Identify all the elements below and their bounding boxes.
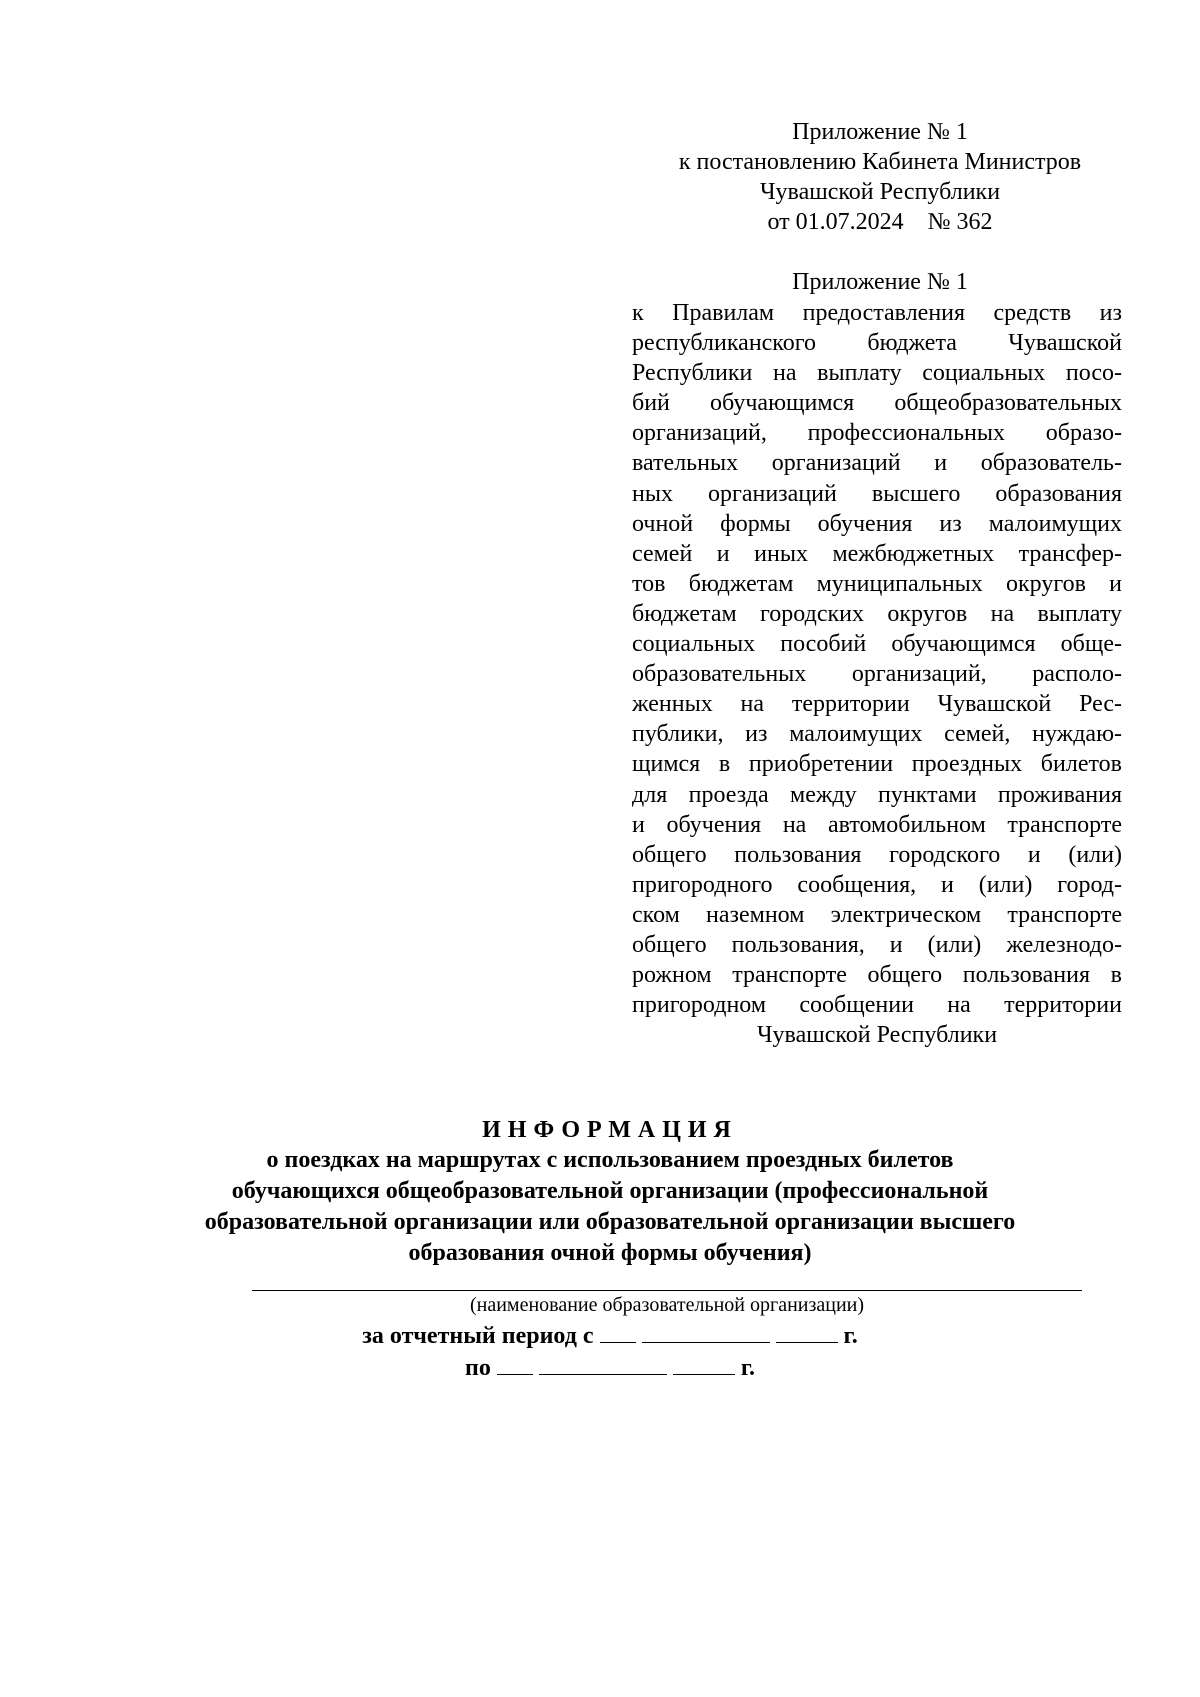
appendix-header [630,117,1130,237]
rules-line: вательных организаций и образователь- [632,450,1122,477]
subtitle-line: образовательной организации или образовательной организации высшего [204,1209,1016,1235]
organization-name-blank[interactable] [252,1290,1082,1291]
document-subtitle [150,1145,1070,1269]
appendix-date-number: от 01.07.2024 № 362 [767,209,993,235]
rules-line: очной формы обучения из малоимущих [632,510,1122,537]
rules-line: общего пользования городского и (или) [632,841,1122,868]
period-from-year-blank[interactable] [776,1322,838,1343]
rules-line: Республики на выплату социальных посо- [632,360,1122,387]
period-to-month-blank[interactable] [539,1354,667,1375]
subtitle-line: о поездках на маршрутах с использованием проездных билетов [266,1147,954,1173]
period-from-year-suffix: г. [843,1323,858,1349]
rules-line: рожном транспорте общего пользования в [632,962,1122,989]
rules-line: публики, из малоимущих семей, нуждаю- [632,721,1122,748]
period-to-year-suffix: г. [740,1355,756,1381]
rules-line: Чувашской Республики [756,1022,998,1049]
appendix-resolution: к постановлению Кабинета Министров [678,149,1082,175]
rules-line: ском наземном электрическом транспорте [632,901,1122,928]
rules-line: к Правилам предоставления средств из [632,300,1122,326]
document-title: ИНФОРМАЦИЯ [482,1117,738,1143]
period-from-day-blank[interactable] [600,1322,636,1343]
rules-line: общего пользования, и (или) железнодо- [632,931,1122,958]
rules-line: щимся в приобретении проездных билетов [632,751,1122,778]
period-to-label: по [464,1355,491,1381]
period-from-month-blank[interactable] [642,1322,770,1343]
subtitle-line: обучающихся общеобразовательной организации (профессиональной [231,1178,989,1204]
rules-line: для проезда между пунктами проживания [632,781,1122,808]
period-from-line [150,1320,1070,1352]
rules-line: социальных пособий обучающимся обще- [632,631,1122,658]
rules-line: женных на территории Чувашской Рес- [632,691,1122,718]
period-to-year-blank[interactable] [673,1354,735,1375]
rules-line: пригородном сообщении на территории [632,992,1122,1019]
organization-name-caption: (наименование образовательной организации) [469,1294,865,1316]
rules-appendix-text [632,298,1122,1050]
rules-appendix-title: Приложение № 1 [792,269,968,295]
subtitle-line: образования очной формы обучения) [408,1240,812,1266]
rules-line: республиканского бюджета Чувашской [632,330,1122,357]
rules-line: бюджетам городских округов на выплату [632,600,1122,627]
rules-line: образовательных организаций, располо- [632,661,1122,688]
period-to-day-blank[interactable] [497,1354,533,1375]
appendix-number: Приложение № 1 [792,119,968,145]
rules-line: пригородного сообщения, и (или) город- [632,871,1122,898]
period-to-line [150,1352,1070,1384]
rules-line: и обучения на автомобильном транспорте [632,811,1122,838]
period-from-label: за отчетный период с [362,1323,594,1349]
rules-line: семей и иных межбюджетных трансфер- [632,540,1122,567]
rules-line: тов бюджетам муниципальных округов и [632,570,1122,597]
rules-line: ных организаций высшего образования [632,480,1122,507]
rules-line: организаций, профессиональных образо- [632,420,1122,447]
appendix-republic: Чувашской Республики [759,179,1001,205]
rules-line: бий обучающимся общеобразовательных [632,390,1122,417]
